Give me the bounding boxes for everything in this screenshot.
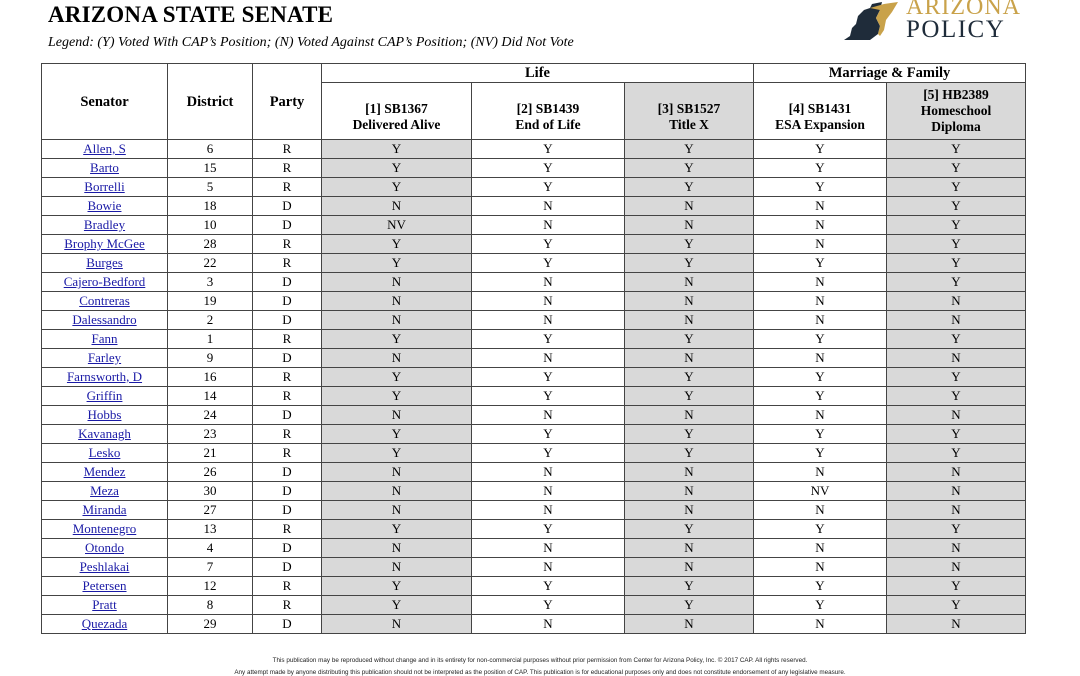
district-cell: 7 bbox=[168, 558, 253, 577]
party-cell: R bbox=[253, 330, 322, 349]
footer-copyright: This publication may be reproduced without change and in its entirety for non-commercial purposes without prior permission from Center for Arizona Policy, Inc. © 2017 CAP. All rights reserved. bbox=[272, 657, 808, 664]
vote-cell-bill-1: Y bbox=[322, 596, 472, 615]
district-cell: 29 bbox=[168, 615, 253, 634]
vote-cell-bill-3: Y bbox=[625, 520, 754, 539]
senator-link[interactable]: Brophy McGee bbox=[64, 236, 145, 251]
senator-link[interactable]: Barto bbox=[90, 160, 119, 175]
vote-cell-bill-3: Y bbox=[625, 235, 754, 254]
vote-cell-bill-5: N bbox=[887, 482, 1026, 501]
senator-link[interactable]: Contreras bbox=[79, 293, 130, 308]
party-cell: D bbox=[253, 463, 322, 482]
vote-cell-bill-4: Y bbox=[754, 425, 887, 444]
logo-text-policy: POLICY bbox=[906, 16, 1006, 43]
vote-cell-bill-3: N bbox=[625, 615, 754, 634]
vote-cell-bill-2: Y bbox=[472, 444, 625, 463]
vote-cell-bill-5: N bbox=[887, 558, 1026, 577]
vote-cell-bill-2: N bbox=[472, 197, 625, 216]
table-row bbox=[42, 330, 1026, 349]
vote-cell-bill-5: Y bbox=[887, 596, 1026, 615]
vote-cell-bill-4: Y bbox=[754, 140, 887, 159]
table-row bbox=[42, 387, 1026, 406]
table-row bbox=[42, 577, 1026, 596]
vote-cell-bill-4: Y bbox=[754, 254, 887, 273]
senator-link[interactable]: Cajero-Bedford bbox=[63, 274, 146, 289]
district-cell: 23 bbox=[168, 425, 253, 444]
district-cell: 24 bbox=[168, 406, 253, 425]
vote-cell-bill-1: N bbox=[322, 501, 472, 520]
senator-link[interactable]: Quezada bbox=[81, 616, 128, 631]
district-cell: 3 bbox=[168, 273, 253, 292]
table-row bbox=[42, 501, 1026, 520]
vote-cell-bill-4: N bbox=[754, 311, 887, 330]
vote-cell-bill-3: N bbox=[625, 311, 754, 330]
vote-cell-bill-5: Y bbox=[887, 216, 1026, 235]
vote-cell-bill-2: N bbox=[472, 311, 625, 330]
senator-cell bbox=[42, 406, 168, 425]
party-cell: D bbox=[253, 273, 322, 292]
table-row bbox=[42, 444, 1026, 463]
party-cell: D bbox=[253, 482, 322, 501]
vote-cell-bill-3: N bbox=[625, 349, 754, 368]
senator-cell bbox=[42, 216, 168, 235]
senator-cell bbox=[42, 292, 168, 311]
vote-cell-bill-2: N bbox=[472, 273, 625, 292]
vote-cell-bill-2: Y bbox=[472, 235, 625, 254]
vote-cell-bill-4: Y bbox=[754, 330, 887, 349]
table-row bbox=[42, 539, 1026, 558]
party-cell: R bbox=[253, 254, 322, 273]
vote-cell-bill-4: Y bbox=[754, 444, 887, 463]
table-row bbox=[42, 425, 1026, 444]
vote-cell-bill-2: N bbox=[472, 482, 625, 501]
vote-cell-bill-5: N bbox=[887, 292, 1026, 311]
senator-link[interactable]: Fann bbox=[91, 331, 118, 346]
vote-cell-bill-2: N bbox=[472, 615, 625, 634]
vote-cell-bill-1: Y bbox=[322, 330, 472, 349]
table-row bbox=[42, 349, 1026, 368]
senator-cell bbox=[42, 425, 168, 444]
party-cell: R bbox=[253, 159, 322, 178]
vote-cell-bill-4: N bbox=[754, 539, 887, 558]
vote-cell-bill-3: N bbox=[625, 406, 754, 425]
party-cell: D bbox=[253, 292, 322, 311]
vote-cell-bill-4: N bbox=[754, 292, 887, 311]
vote-cell-bill-2: Y bbox=[472, 425, 625, 444]
vote-cell-bill-5: Y bbox=[887, 159, 1026, 178]
party-cell: D bbox=[253, 406, 322, 425]
vote-cell-bill-5: Y bbox=[887, 387, 1026, 406]
vote-cell-bill-1: N bbox=[322, 615, 472, 634]
table-row bbox=[42, 596, 1026, 615]
vote-cell-bill-3: N bbox=[625, 539, 754, 558]
senator-cell bbox=[42, 368, 168, 387]
senator-cell bbox=[42, 463, 168, 482]
table-row bbox=[42, 615, 1026, 634]
party-cell: D bbox=[253, 349, 322, 368]
vote-cell-bill-4: N bbox=[754, 406, 887, 425]
bill-header-1: [1] SB1367 Delivered Alive bbox=[322, 83, 472, 140]
vote-table-body bbox=[42, 140, 1026, 634]
vote-cell-bill-4: Y bbox=[754, 368, 887, 387]
vote-cell-bill-1: N bbox=[322, 349, 472, 368]
vote-cell-bill-4: N bbox=[754, 558, 887, 577]
district-cell: 26 bbox=[168, 463, 253, 482]
vote-cell-bill-5: Y bbox=[887, 330, 1026, 349]
vote-cell-bill-2: N bbox=[472, 216, 625, 235]
senator-cell bbox=[42, 501, 168, 520]
senator-link[interactable]: Hobbs bbox=[87, 407, 122, 422]
table-row bbox=[42, 254, 1026, 273]
party-cell: R bbox=[253, 178, 322, 197]
district-cell: 9 bbox=[168, 349, 253, 368]
district-cell: 1 bbox=[168, 330, 253, 349]
senator-link[interactable]: Lesko bbox=[88, 445, 121, 460]
vote-cell-bill-4: N bbox=[754, 501, 887, 520]
vote-cell-bill-3: Y bbox=[625, 577, 754, 596]
district-cell: 13 bbox=[168, 520, 253, 539]
vote-cell-bill-4: N bbox=[754, 273, 887, 292]
party-cell: R bbox=[253, 387, 322, 406]
vote-cell-bill-3: Y bbox=[625, 254, 754, 273]
vote-cell-bill-1: Y bbox=[322, 159, 472, 178]
vote-cell-bill-3: Y bbox=[625, 387, 754, 406]
senator-cell bbox=[42, 311, 168, 330]
vote-cell-bill-5: N bbox=[887, 311, 1026, 330]
vote-cell-bill-5: Y bbox=[887, 425, 1026, 444]
vote-cell-bill-5: Y bbox=[887, 520, 1026, 539]
senator-link[interactable]: Allen, S bbox=[83, 141, 126, 156]
vote-cell-bill-2: N bbox=[472, 292, 625, 311]
vote-cell-bill-1: Y bbox=[322, 178, 472, 197]
vote-cell-bill-4: N bbox=[754, 463, 887, 482]
vote-cell-bill-1: Y bbox=[322, 235, 472, 254]
party-cell: D bbox=[253, 615, 322, 634]
party-cell: R bbox=[253, 235, 322, 254]
senator-cell bbox=[42, 273, 168, 292]
senator-cell bbox=[42, 482, 168, 501]
vote-cell-bill-5: Y bbox=[887, 140, 1026, 159]
senator-cell bbox=[42, 577, 168, 596]
vote-cell-bill-3: N bbox=[625, 463, 754, 482]
table-row bbox=[42, 140, 1026, 159]
senator-link[interactable]: Bowie bbox=[87, 198, 122, 213]
vote-cell-bill-2: Y bbox=[472, 178, 625, 197]
vote-cell-bill-4: Y bbox=[754, 520, 887, 539]
column-header-party: Party bbox=[253, 64, 322, 140]
vote-cell-bill-3: N bbox=[625, 558, 754, 577]
vote-cell-bill-1: Y bbox=[322, 577, 472, 596]
vote-cell-bill-2: N bbox=[472, 349, 625, 368]
vote-cell-bill-1: Y bbox=[322, 444, 472, 463]
vote-cell-bill-2: Y bbox=[472, 596, 625, 615]
column-header-senator: Senator bbox=[42, 64, 168, 140]
vote-cell-bill-1: Y bbox=[322, 254, 472, 273]
senator-cell bbox=[42, 330, 168, 349]
table-row bbox=[42, 406, 1026, 425]
table-row bbox=[42, 311, 1026, 330]
vote-cell-bill-4: N bbox=[754, 235, 887, 254]
district-cell: 14 bbox=[168, 387, 253, 406]
senator-cell bbox=[42, 349, 168, 368]
senator-link[interactable]: Montenegro bbox=[72, 521, 137, 536]
vote-cell-bill-3: N bbox=[625, 292, 754, 311]
senator-cell bbox=[42, 596, 168, 615]
senator-link[interactable]: Pratt bbox=[92, 597, 117, 612]
table-row bbox=[42, 216, 1026, 235]
vote-cell-bill-2: Y bbox=[472, 387, 625, 406]
party-cell: R bbox=[253, 520, 322, 539]
senator-link[interactable]: Meza bbox=[90, 483, 119, 498]
vote-cell-bill-3: Y bbox=[625, 425, 754, 444]
vote-cell-bill-4: Y bbox=[754, 159, 887, 178]
party-cell: D bbox=[253, 558, 322, 577]
senator-cell bbox=[42, 520, 168, 539]
senator-link[interactable]: Otondo bbox=[85, 540, 124, 555]
vote-cell-bill-3: N bbox=[625, 216, 754, 235]
party-cell: R bbox=[253, 425, 322, 444]
senator-link[interactable]: Dalessandro bbox=[72, 312, 137, 327]
table-row bbox=[42, 368, 1026, 387]
vote-cell-bill-1: Y bbox=[322, 425, 472, 444]
senator-cell bbox=[42, 178, 168, 197]
vote-cell-bill-3: Y bbox=[625, 159, 754, 178]
page-title: ARIZONA STATE SENATE bbox=[48, 2, 334, 27]
vote-cell-bill-4: Y bbox=[754, 596, 887, 615]
vote-cell-bill-5: Y bbox=[887, 273, 1026, 292]
vote-cell-bill-5: Y bbox=[887, 197, 1026, 216]
vote-cell-bill-1: N bbox=[322, 558, 472, 577]
party-cell: R bbox=[253, 140, 322, 159]
party-cell: D bbox=[253, 539, 322, 558]
senator-cell bbox=[42, 558, 168, 577]
senator-cell bbox=[42, 387, 168, 406]
senator-link[interactable]: Miranda bbox=[82, 502, 127, 517]
arizona-state-silhouette-icon bbox=[840, 0, 902, 46]
senator-link[interactable]: Peshlakai bbox=[79, 559, 130, 574]
senator-link[interactable]: Farnsworth, D bbox=[66, 369, 143, 384]
vote-cell-bill-4: Y bbox=[754, 178, 887, 197]
vote-cell-bill-5: N bbox=[887, 349, 1026, 368]
vote-cell-bill-1: Y bbox=[322, 140, 472, 159]
senator-link[interactable]: Borrelli bbox=[84, 179, 125, 194]
party-cell: R bbox=[253, 577, 322, 596]
vote-cell-bill-3: N bbox=[625, 273, 754, 292]
vote-cell-bill-1: N bbox=[322, 463, 472, 482]
vote-cell-bill-5: Y bbox=[887, 178, 1026, 197]
vote-cell-bill-1: Y bbox=[322, 368, 472, 387]
table-row bbox=[42, 178, 1026, 197]
vote-cell-bill-1: N bbox=[322, 482, 472, 501]
vote-cell-bill-5: Y bbox=[887, 444, 1026, 463]
senator-link[interactable]: Petersen bbox=[82, 578, 127, 593]
district-cell: 18 bbox=[168, 197, 253, 216]
vote-cell-bill-3: Y bbox=[625, 444, 754, 463]
party-cell: D bbox=[253, 311, 322, 330]
vote-cell-bill-1: N bbox=[322, 197, 472, 216]
vote-cell-bill-4: N bbox=[754, 197, 887, 216]
district-cell: 27 bbox=[168, 501, 253, 520]
senate-vote-table bbox=[41, 63, 1026, 634]
table-row bbox=[42, 463, 1026, 482]
party-cell: D bbox=[253, 197, 322, 216]
vote-legend: Legend: (Y) Voted With CAP’s Position; (N) Voted Against CAP’s Position; (NV) Did Not Vote bbox=[48, 35, 574, 50]
vote-cell-bill-2: Y bbox=[472, 140, 625, 159]
logo-text-arizona: ARIZONA bbox=[906, 0, 1021, 20]
vote-cell-bill-2: N bbox=[472, 501, 625, 520]
senator-link[interactable]: Bradley bbox=[83, 217, 126, 232]
table-row bbox=[42, 273, 1026, 292]
district-cell: 4 bbox=[168, 539, 253, 558]
senator-link[interactable]: Griffin bbox=[86, 388, 123, 403]
group-header-life: Life bbox=[322, 64, 754, 83]
senator-cell bbox=[42, 254, 168, 273]
vote-cell-bill-5: N bbox=[887, 463, 1026, 482]
vote-cell-bill-1: NV bbox=[322, 216, 472, 235]
vote-cell-bill-2: N bbox=[472, 406, 625, 425]
bill-header-5: [5] HB2389 Homeschool Diploma bbox=[887, 83, 1026, 140]
district-cell: 21 bbox=[168, 444, 253, 463]
senator-cell bbox=[42, 140, 168, 159]
district-cell: 30 bbox=[168, 482, 253, 501]
vote-cell-bill-2: N bbox=[472, 558, 625, 577]
vote-cell-bill-2: Y bbox=[472, 159, 625, 178]
table-row bbox=[42, 520, 1026, 539]
senator-cell bbox=[42, 159, 168, 178]
table-row bbox=[42, 292, 1026, 311]
vote-cell-bill-5: N bbox=[887, 615, 1026, 634]
vote-cell-bill-4: N bbox=[754, 615, 887, 634]
vote-cell-bill-1: Y bbox=[322, 520, 472, 539]
district-cell: 19 bbox=[168, 292, 253, 311]
senator-link[interactable]: Mendez bbox=[83, 464, 126, 479]
vote-cell-bill-1: N bbox=[322, 292, 472, 311]
vote-cell-bill-1: N bbox=[322, 273, 472, 292]
vote-cell-bill-2: N bbox=[472, 539, 625, 558]
bill-header-4: [4] SB1431 ESA Expansion bbox=[754, 83, 887, 140]
district-cell: 28 bbox=[168, 235, 253, 254]
vote-cell-bill-3: Y bbox=[625, 368, 754, 387]
vote-cell-bill-5: Y bbox=[887, 577, 1026, 596]
vote-cell-bill-2: Y bbox=[472, 520, 625, 539]
district-cell: 8 bbox=[168, 596, 253, 615]
party-cell: R bbox=[253, 596, 322, 615]
bill-header-3: [3] SB1527 Title X bbox=[625, 83, 754, 140]
senator-link[interactable]: Farley bbox=[87, 350, 122, 365]
vote-cell-bill-2: Y bbox=[472, 577, 625, 596]
senator-cell bbox=[42, 235, 168, 254]
district-cell: 2 bbox=[168, 311, 253, 330]
senator-cell bbox=[42, 615, 168, 634]
group-header-marriage-family: Marriage & Family bbox=[754, 64, 1026, 83]
vote-cell-bill-1: N bbox=[322, 406, 472, 425]
vote-cell-bill-4: Y bbox=[754, 387, 887, 406]
vote-cell-bill-5: Y bbox=[887, 235, 1026, 254]
vote-cell-bill-5: N bbox=[887, 539, 1026, 558]
party-cell: D bbox=[253, 501, 322, 520]
vote-cell-bill-1: Y bbox=[322, 387, 472, 406]
district-cell: 5 bbox=[168, 178, 253, 197]
vote-cell-bill-2: Y bbox=[472, 368, 625, 387]
district-cell: 10 bbox=[168, 216, 253, 235]
table-row bbox=[42, 482, 1026, 501]
vote-cell-bill-3: N bbox=[625, 501, 754, 520]
vote-cell-bill-5: N bbox=[887, 406, 1026, 425]
vote-cell-bill-2: N bbox=[472, 463, 625, 482]
vote-cell-bill-4: N bbox=[754, 216, 887, 235]
vote-cell-bill-3: Y bbox=[625, 178, 754, 197]
senator-cell bbox=[42, 539, 168, 558]
vote-cell-bill-4: Y bbox=[754, 577, 887, 596]
vote-cell-bill-3: Y bbox=[625, 140, 754, 159]
vote-cell-bill-1: N bbox=[322, 539, 472, 558]
vote-cell-bill-5: N bbox=[887, 501, 1026, 520]
senator-link[interactable]: Kavanagh bbox=[78, 426, 131, 441]
vote-cell-bill-5: Y bbox=[887, 368, 1026, 387]
bill-header-2: [2] SB1439 End of Life bbox=[472, 83, 625, 140]
vote-cell-bill-2: Y bbox=[472, 330, 625, 349]
table-row bbox=[42, 197, 1026, 216]
district-cell: 6 bbox=[168, 140, 253, 159]
district-cell: 16 bbox=[168, 368, 253, 387]
vote-cell-bill-2: Y bbox=[472, 254, 625, 273]
senator-link[interactable]: Burges bbox=[86, 255, 123, 270]
vote-cell-bill-3: N bbox=[625, 482, 754, 501]
party-cell: R bbox=[253, 444, 322, 463]
table-row bbox=[42, 235, 1026, 254]
footer-disclaimer: Any attempt made by anyone distributing this publication should not be interpreted as the position of CAP. This publication is for educational purposes only and does not constitute endorsement of any legislative measure. bbox=[234, 669, 846, 676]
vote-cell-bill-5: Y bbox=[887, 254, 1026, 273]
table-row bbox=[42, 159, 1026, 178]
column-header-district: District bbox=[168, 64, 253, 140]
vote-cell-bill-3: N bbox=[625, 197, 754, 216]
vote-cell-bill-1: N bbox=[322, 311, 472, 330]
senator-cell bbox=[42, 444, 168, 463]
center-for-arizona-policy-logo bbox=[840, 0, 1040, 46]
party-cell: D bbox=[253, 216, 322, 235]
senator-cell bbox=[42, 197, 168, 216]
vote-cell-bill-3: Y bbox=[625, 330, 754, 349]
district-cell: 22 bbox=[168, 254, 253, 273]
vote-cell-bill-3: Y bbox=[625, 596, 754, 615]
district-cell: 12 bbox=[168, 577, 253, 596]
district-cell: 15 bbox=[168, 159, 253, 178]
table-row bbox=[42, 558, 1026, 577]
vote-cell-bill-4: NV bbox=[754, 482, 887, 501]
party-cell: R bbox=[253, 368, 322, 387]
vote-cell-bill-4: N bbox=[754, 349, 887, 368]
